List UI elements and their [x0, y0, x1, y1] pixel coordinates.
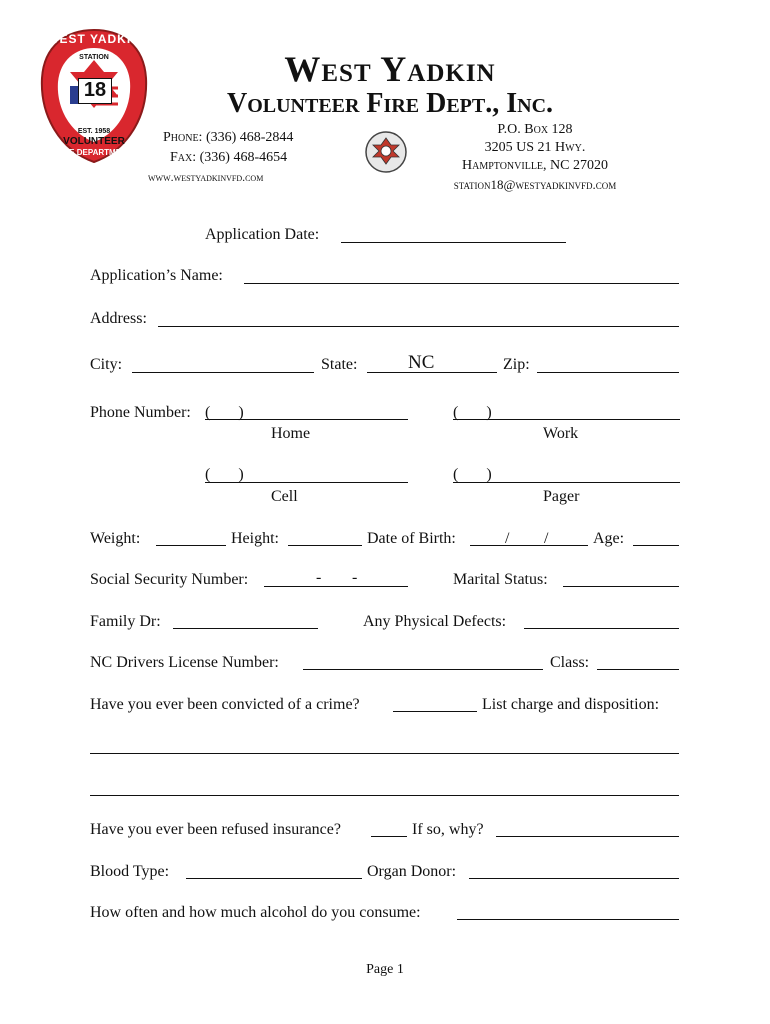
home-label: Home	[271, 425, 311, 442]
applicant-name-label: Application’s Name:	[90, 267, 223, 284]
class-label: Class:	[550, 654, 590, 671]
logo-bottom-2: FIRE DEPARTMENT	[56, 148, 132, 157]
state-label: State:	[321, 356, 358, 373]
physical-defects-label: Any Physical Defects:	[363, 613, 507, 630]
marital-field[interactable]	[563, 586, 679, 587]
charge-line-1[interactable]	[90, 753, 679, 754]
weight-field[interactable]	[156, 545, 226, 546]
applicant-name-field[interactable]	[244, 283, 679, 284]
insurance-field[interactable]	[371, 836, 407, 837]
logo-top-text: WEST YADKIN	[47, 32, 141, 46]
logo-station: STATION	[79, 54, 109, 61]
class-field[interactable]	[597, 669, 679, 670]
cell-phone-field[interactable]	[205, 482, 408, 483]
pager-area-code: ( )	[453, 466, 492, 483]
dob-label: Date of Birth:	[367, 530, 456, 547]
org-city-line: Hamptonville, NC 27020	[462, 158, 608, 173]
city-label: City:	[90, 356, 123, 373]
ssn-dash-1: -	[316, 569, 322, 586]
license-field[interactable]	[303, 669, 543, 670]
family-dr-label: Family Dr:	[90, 613, 161, 630]
org-email: station18@westyadkinvfd.com	[453, 177, 617, 192]
address-field[interactable]	[158, 326, 679, 327]
department-logo	[36, 26, 152, 166]
org-fax: Fax: (336) 468-4654	[170, 150, 288, 165]
org-subtitle: Volunteer Fire Dept., Inc.	[226, 88, 554, 119]
application-date-label: Application Date:	[205, 226, 320, 243]
dob-field[interactable]	[470, 545, 588, 546]
crime-label: Have you ever been convicted of a crime?	[90, 696, 360, 713]
height-label: Height:	[231, 530, 279, 547]
logo-est: EST. 1958	[77, 128, 111, 135]
crime-field[interactable]	[393, 711, 477, 712]
marital-label: Marital Status:	[453, 571, 548, 588]
city-field[interactable]	[132, 372, 314, 373]
address-label: Address:	[90, 310, 147, 327]
alcohol-label: How often and how much alcohol do you consume:	[90, 904, 421, 921]
helmet-emblem-icon	[364, 130, 408, 179]
org-name: West Yadkin	[284, 49, 496, 89]
age-field[interactable]	[633, 545, 679, 546]
blood-type-field[interactable]	[186, 878, 362, 879]
org-po-box: P.O. Box 128	[497, 122, 573, 137]
state-value: NC	[408, 352, 435, 373]
cell-area-code: ( )	[205, 466, 244, 483]
pager-field[interactable]	[453, 482, 680, 483]
org-street: 3205 US 21 Hwy.	[484, 140, 586, 155]
height-field[interactable]	[288, 545, 362, 546]
blood-type-label: Blood Type:	[90, 863, 170, 880]
why-label: If so, why?	[412, 821, 484, 838]
organ-donor-label: Organ Donor:	[367, 863, 457, 880]
page-number: Page 1	[366, 962, 404, 977]
logo-number: 18	[78, 78, 112, 104]
ssn-dash-2: -	[352, 569, 358, 586]
weight-label: Weight:	[90, 530, 141, 547]
work-label: Work	[543, 425, 579, 442]
zip-label: Zip:	[503, 356, 530, 373]
why-field[interactable]	[496, 836, 679, 837]
phone-number-label: Phone Number:	[90, 404, 191, 421]
license-label: NC Drivers License Number:	[90, 654, 279, 671]
home-phone-field[interactable]	[205, 419, 408, 420]
zip-field[interactable]	[537, 372, 679, 373]
alcohol-field[interactable]	[457, 919, 679, 920]
organ-donor-field[interactable]	[469, 878, 679, 879]
work-area-code: ( )	[453, 404, 492, 421]
dob-slash-1: /	[505, 530, 510, 547]
work-phone-field[interactable]	[453, 419, 680, 420]
age-label: Age:	[593, 530, 625, 547]
family-dr-field[interactable]	[173, 628, 318, 629]
insurance-label: Have you ever been refused insurance?	[90, 821, 341, 838]
pager-label: Pager	[543, 488, 580, 505]
cell-label: Cell	[271, 488, 298, 505]
application-date-field[interactable]	[341, 242, 566, 243]
charge-label: List charge and disposition:	[482, 696, 660, 713]
ssn-label: Social Security Number:	[90, 571, 249, 588]
org-website: www.westyadkinvfd.com	[148, 170, 264, 184]
charge-line-2[interactable]	[90, 795, 679, 796]
org-phone: Phone: (336) 468-2844	[163, 130, 294, 145]
logo-bottom-1: VOLUNTEER	[63, 136, 125, 147]
physical-defects-field[interactable]	[524, 628, 679, 629]
dob-slash-2: /	[544, 530, 549, 547]
home-area-code: ( )	[205, 404, 244, 421]
ssn-field[interactable]	[264, 586, 408, 587]
